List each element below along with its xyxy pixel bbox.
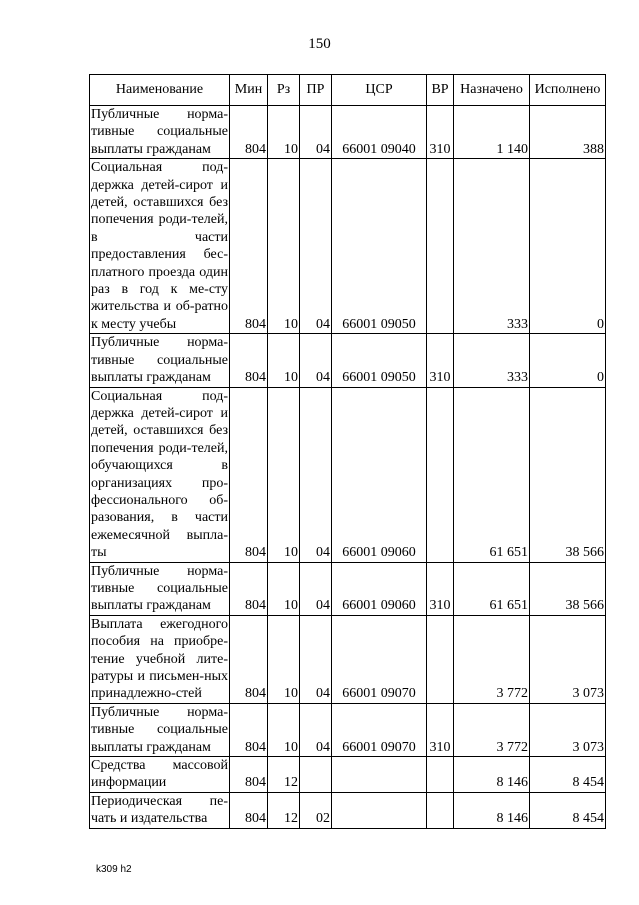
- cell-pr: 04: [300, 106, 332, 159]
- cell-executed: 0: [530, 334, 606, 387]
- cell-executed: 38 566: [530, 387, 606, 562]
- cell-vr: [427, 387, 454, 562]
- cell-rz: 10: [268, 562, 300, 615]
- cell-pr: 02: [300, 792, 332, 828]
- cell-assigned: 61 651: [454, 562, 530, 615]
- cell-rz: 10: [268, 334, 300, 387]
- header-min: Мин: [230, 75, 268, 106]
- cell-pr: 04: [300, 159, 332, 334]
- cell-executed: 38 566: [530, 562, 606, 615]
- table-header-row: [90, 75, 606, 106]
- cell-assigned: 333: [454, 159, 530, 334]
- cell-pr: 04: [300, 562, 332, 615]
- cell-rz: 12: [268, 757, 300, 793]
- cell-assigned: 8 146: [454, 757, 530, 793]
- cell-name: Выплата ежегодного пособия на приобре-тение учебной лите-ратуры и письмен-ных принадлежно-стей: [91, 616, 228, 702]
- header-rz: Рз: [268, 75, 300, 106]
- cell-min: 804: [230, 387, 268, 562]
- cell-executed: 388: [530, 106, 606, 159]
- cell-csr: [332, 757, 427, 793]
- cell-rz: 10: [268, 703, 300, 756]
- cell-vr: [427, 159, 454, 334]
- cell-name: Публичные норма-тивные социальные выплаты гражданам: [91, 704, 228, 755]
- table-body: [90, 106, 606, 829]
- cell-name: Средства массовой информации: [91, 758, 228, 791]
- cell-executed: 0: [530, 159, 606, 334]
- cell-min: 804: [230, 106, 268, 159]
- table-row: [90, 387, 606, 562]
- cell-name: Публичные норма-тивные социальные выплаты гражданам: [91, 107, 228, 157]
- cell-name: Публичные норма-тивные социальные выплаты гражданам: [91, 563, 228, 614]
- cell-rz: 10: [268, 615, 300, 703]
- cell-assigned: 333: [454, 334, 530, 387]
- table-row: [90, 703, 606, 756]
- cell-csr: [332, 792, 427, 828]
- cell-rz: 10: [268, 159, 300, 334]
- cell-executed: 3 073: [530, 615, 606, 703]
- table-row: [90, 106, 606, 159]
- cell-name: Периодическая пе-чать и издательства: [91, 793, 228, 827]
- cell-rz: 10: [268, 106, 300, 159]
- cell-csr: 66001 09040: [332, 106, 427, 159]
- cell-pr: 04: [300, 615, 332, 703]
- cell-assigned: 61 651: [454, 387, 530, 562]
- cell-vr: 310: [427, 703, 454, 756]
- cell-min: 804: [230, 703, 268, 756]
- cell-csr: 66001 09060: [332, 562, 427, 615]
- cell-assigned: 3 772: [454, 703, 530, 756]
- cell-vr: [427, 792, 454, 828]
- cell-assigned: 8 146: [454, 792, 530, 828]
- cell-rz: 12: [268, 792, 300, 828]
- cell-csr: 66001 09070: [332, 615, 427, 703]
- table-row: [90, 792, 606, 828]
- page-number: 150: [308, 36, 331, 52]
- budget-table: [89, 74, 606, 829]
- table-row: [90, 334, 606, 387]
- cell-executed: 3 073: [530, 703, 606, 756]
- cell-min: 804: [230, 615, 268, 703]
- cell-assigned: 1 140: [454, 106, 530, 159]
- table-row: [90, 757, 606, 793]
- table-row: [90, 562, 606, 615]
- cell-vr: 310: [427, 562, 454, 615]
- cell-csr: 66001 09050: [332, 334, 427, 387]
- cell-name: Публичные норма-тивные социальные выплаты гражданам: [91, 335, 228, 386]
- cell-pr: [300, 757, 332, 793]
- header-csr: ЦСР: [332, 75, 427, 106]
- cell-csr: 66001 09050: [332, 159, 427, 334]
- cell-vr: [427, 757, 454, 793]
- cell-vr: 310: [427, 106, 454, 159]
- header-name: Наименование: [90, 75, 230, 106]
- header-pr: ПР: [300, 75, 332, 106]
- cell-name: Социальная под-держка детей-сирот и детей, оставшихся без попечения роди-телей, обучающихся в организациях про-фессионального об-разования, в части ежемесячной выпла-ты: [91, 388, 228, 561]
- cell-min: 804: [230, 757, 268, 793]
- cell-min: 804: [230, 159, 268, 334]
- cell-assigned: 3 772: [454, 615, 530, 703]
- cell-executed: 8 454: [530, 792, 606, 828]
- cell-rz: 10: [268, 387, 300, 562]
- footer-code: k309 h2: [96, 864, 132, 875]
- table-row: [90, 615, 606, 703]
- cell-vr: 310: [427, 334, 454, 387]
- header-assigned: Назначено: [454, 75, 530, 106]
- table-row: [90, 159, 606, 334]
- cell-min: 804: [230, 562, 268, 615]
- cell-vr: [427, 615, 454, 703]
- header-executed: Исполнено: [530, 75, 606, 106]
- cell-min: 804: [230, 334, 268, 387]
- cell-pr: 04: [300, 387, 332, 562]
- cell-min: 804: [230, 792, 268, 828]
- cell-csr: 66001 09070: [332, 703, 427, 756]
- cell-executed: 8 454: [530, 757, 606, 793]
- cell-csr: 66001 09060: [332, 387, 427, 562]
- cell-name: Социальная под-держка детей-сирот и детей, оставшихся без попечения роди-телей, в части предоставления бес-платного проезда один раз в год к ме-сту жительства и об-ратно к месту учебы: [91, 160, 228, 332]
- cell-pr: 04: [300, 334, 332, 387]
- cell-pr: 04: [300, 703, 332, 756]
- header-vr: ВР: [427, 75, 454, 106]
